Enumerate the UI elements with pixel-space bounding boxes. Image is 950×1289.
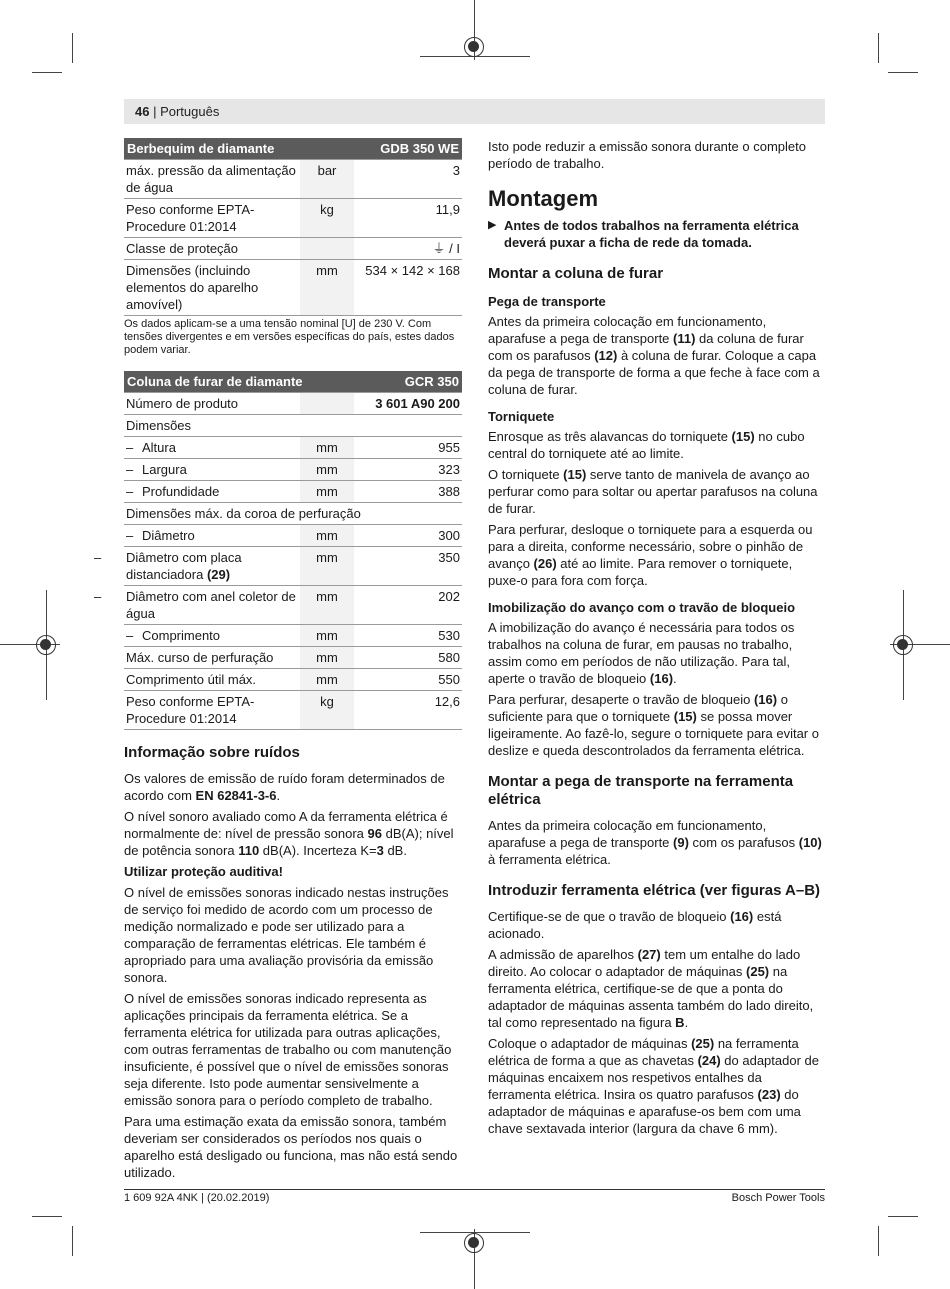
paragraph: Antes da primeira colocação em funcionamento, aparafuse a pega de transporte (11) da coluna de furar com os parafusos (12) à coluna de furar. Coloque a capa da pega de transporte de forma a que feche à face com a coluna de furar. — [488, 314, 820, 397]
row-label: Peso conforme EPTA-Procedure 01:2014 — [124, 199, 300, 238]
paragraph: Antes da primeira colocação em funcionamento, aparafuse a pega de transporte (9) com os parafusos (10) à ferramenta elétrica. — [488, 818, 822, 867]
row-unit: mm — [300, 437, 354, 459]
paragraph: O torniquete (15) serve tanto de manivela de avanço ao perfurar como para soltar ou apertar parafusos na coluna de furar. — [488, 467, 818, 516]
paragraph: Para uma estimação exata da emissão sonora, também deveriam ser considerados os períodos nos quais o aparelho está desligado ou funciona, mas não está sendo utilizado. — [124, 1114, 458, 1180]
hearing-protection-note: Utilizar proteção auditiva! — [124, 864, 283, 879]
row-value: 955 — [354, 437, 462, 459]
table-model: GCR 350 — [354, 371, 462, 393]
footer-brand: Bosch Power Tools — [731, 1192, 825, 1204]
row-value: 550 — [354, 669, 462, 691]
row-value: 580 — [354, 647, 462, 669]
row-unit — [300, 238, 354, 260]
row-label: – Largura — [124, 459, 300, 481]
table-title: Berbequim de diamante — [124, 138, 354, 160]
paragraph: A admissão de aparelhos (27) tem um entalhe do lado direito. Ao colocar o adaptador de máquinas (25) na ferramenta elétrica, certifique-se de que a ponta do adaptador de máquinas assenta também do lado direito, tal como representado na figura B. — [488, 947, 814, 1030]
paragraph: O nível de emissões sonoras indicado nestas instruções de serviço foi medido de acordo com um processo de medição normalizado e pode ser utilizado para a comparação de ferramentas elétricas. Ele também é apropriado para uma avaliação provisória da emissão sonora. — [124, 885, 449, 985]
table-model: GDB 350 WE — [354, 138, 462, 160]
spec-table-drill — [124, 138, 462, 316]
table-row — [124, 547, 462, 586]
paragraph: O nível sonoro avaliado como A da ferramenta elétrica é normalmente de: nível de pressão sonora 96 dB(A); nível de potência sonora 110 dB(A). Incerteza K=3 dB. — [124, 809, 454, 858]
crop-mark — [32, 1216, 62, 1217]
row-label: Comprimento útil máx. — [124, 669, 300, 691]
crop-mark — [888, 1216, 918, 1217]
table-row — [124, 625, 462, 647]
row-value: 3 — [354, 160, 462, 199]
row-value: 388 — [354, 481, 462, 503]
right-column — [488, 138, 826, 1141]
row-value: 11,9 — [354, 199, 462, 238]
section-heading: Introduzir ferramenta elétrica (ver figuras A–B) — [488, 882, 821, 899]
product-number: 3 601 A90 200 — [354, 393, 462, 415]
crop-mark — [72, 33, 73, 63]
row-unit: mm — [300, 547, 354, 586]
row-value: 534 × 142 × 168 — [354, 260, 462, 316]
table-title: Coluna de furar de diamante — [124, 371, 354, 393]
row-label: máx. pressão da alimentação de água — [124, 160, 300, 199]
row-unit — [300, 393, 354, 415]
row-unit: mm — [300, 481, 354, 503]
table-row — [124, 586, 462, 625]
header-text: 46 | Português — [135, 104, 220, 119]
row-value: 12,6 — [354, 691, 462, 730]
table-row — [124, 459, 462, 481]
footer-doc-number: 1 609 92A 4NK | (20.02.2019) — [124, 1192, 270, 1204]
crop-mark — [32, 72, 62, 73]
paragraph: A imobilização do avanço é necessária para todos os trabalhos na coluna de furar, em pausas no trabalho, assim como em períodos de não utilização. Para tal, aperte o travão de bloqueio (16). — [488, 620, 795, 686]
left-column — [94, 138, 462, 1185]
table-header-row — [124, 138, 462, 160]
paragraph: Os valores de emissão de ruído foram determinados de acordo com EN 62841-3-6. — [124, 771, 445, 803]
row-value: 300 — [354, 525, 462, 547]
subsection-heading: Torniquete — [488, 409, 555, 424]
paragraph: Para perfurar, desloque o torniquete para a esquerda ou para a direita, conforme necessário, sobre o pinhão de avanço (26) até ao limite. Para remover o torniquete, puxe-o para fora com força. — [488, 522, 813, 588]
paragraph: O nível de emissões sonoras indicado representa as aplicações principais da ferramenta elétrica. Se a ferramenta elétrica for utilizada para outras aplicações, com outras ferramentas de trabalho ou com manutenção insuficiente, é possível que o nível de emissões sonoras seja diferente. Isto pode aumentar sensivelmente a emissão sonora para o período completo de trabalho. — [124, 991, 452, 1108]
crop-mark — [878, 33, 879, 63]
row-label: – Altura — [124, 437, 300, 459]
row-label: Máx. curso de perfuração — [124, 647, 300, 669]
row-label: – Comprimento — [124, 625, 300, 647]
table-row — [124, 691, 462, 730]
protection-class-value: ⏚ / I — [354, 238, 462, 260]
row-unit: mm — [300, 525, 354, 547]
table-row — [124, 415, 462, 437]
table-note: Os dados aplicam-se a uma tensão nominal [U] de 230 V. Com tensões divergentes e em versões específicas do país, estes dados podem variar. — [124, 318, 455, 356]
row-label: – Profundidade — [124, 481, 300, 503]
row-label: Número de produto — [124, 393, 300, 415]
header-language: Português — [160, 104, 220, 119]
table-row — [124, 437, 462, 459]
table-row — [124, 669, 462, 691]
table-row — [124, 481, 462, 503]
crop-mark — [878, 1226, 879, 1256]
table-row — [124, 238, 462, 260]
row-label: – Diâmetro com anel coletor de água — [124, 586, 300, 625]
row-unit: mm — [300, 625, 354, 647]
row-unit: kg — [300, 691, 354, 730]
row-unit: mm — [300, 586, 354, 625]
row-value: 530 — [354, 625, 462, 647]
row-label: Dimensões (incluindo elementos do aparelho amovível) — [124, 260, 300, 316]
row-unit: kg — [300, 199, 354, 238]
paragraph: Enrosque as três alavancas do torniquete (15) no cubo central do torniquete até ao limite. — [488, 429, 805, 461]
registration-mark-icon — [464, 1233, 484, 1253]
registration-mark-icon — [464, 37, 484, 57]
row-label: Peso conforme EPTA-Procedure 01:2014 — [124, 691, 300, 730]
footer-divider — [124, 1189, 825, 1190]
table-row — [124, 393, 462, 415]
registration-mark-icon — [36, 635, 56, 655]
table-row — [124, 160, 462, 199]
row-value: 202 — [354, 586, 462, 625]
section-heading: Informação sobre ruídos — [124, 744, 300, 761]
subsection-heading: Pega de transporte — [488, 294, 606, 309]
row-label: Dimensões — [124, 415, 462, 437]
row-unit: mm — [300, 459, 354, 481]
crop-mark — [888, 72, 918, 73]
paragraph: Certifique-se de que o travão de bloqueio (16) está acionado. — [488, 909, 782, 941]
paragraph: Coloque o adaptador de máquinas (25) na ferramenta elétrica de forma a que as chavetas (24) do adaptador de máquinas encaixem nos respetivos entalhes da ferramenta elétrica. Insira os quatro parafusos (23) do adaptador de máquinas e aparafuse-os bem com uma chave sextavada interior (largura da chave 6 mm). — [488, 1036, 819, 1136]
row-unit: mm — [300, 260, 354, 316]
row-label: – Diâmetro — [124, 525, 300, 547]
row-value: 350 — [354, 547, 462, 586]
page-number: 46 — [135, 104, 150, 119]
subsection-heading: Imobilização do avanço com o travão de bloqueio — [488, 600, 796, 615]
table-row — [124, 503, 462, 525]
page-header — [124, 99, 825, 124]
warning-note: ▶ Antes de todos trabalhos na ferramenta elétrica deverá puxar a ficha de rede da tomada. — [488, 217, 826, 251]
section-title: Montagem — [488, 186, 598, 211]
row-value: 323 — [354, 459, 462, 481]
table-row — [124, 525, 462, 547]
registration-mark-icon — [893, 635, 913, 655]
row-unit: bar — [300, 160, 354, 199]
table-header-row — [124, 371, 462, 393]
table-row — [124, 647, 462, 669]
table-row — [124, 260, 462, 316]
table-row — [124, 199, 462, 238]
row-label: Dimensões máx. da coroa de perfuração — [124, 503, 462, 525]
paragraph: Para perfurar, desaperte o travão de bloqueio (16) o suficiente para que o torniquete (15) se possa mover ligeiramente. Ao fazê-lo, segure o torniquete para evitar o deslize e queda descontrolados da ferramenta elétrica. — [488, 692, 819, 758]
section-heading: Montar a coluna de furar — [488, 265, 664, 282]
row-label: – Diâmetro com placa distanciadora (29) — [124, 547, 300, 586]
row-label: Classe de proteção — [124, 238, 300, 260]
paragraph: Isto pode reduzir a emissão sonora durante o completo período de trabalho. — [488, 139, 806, 171]
row-unit: mm — [300, 669, 354, 691]
section-heading: Montar a pega de transporte na ferramenta elétrica — [488, 773, 794, 808]
row-unit: mm — [300, 647, 354, 669]
crop-mark — [72, 1226, 73, 1256]
spec-table-column — [94, 371, 462, 730]
